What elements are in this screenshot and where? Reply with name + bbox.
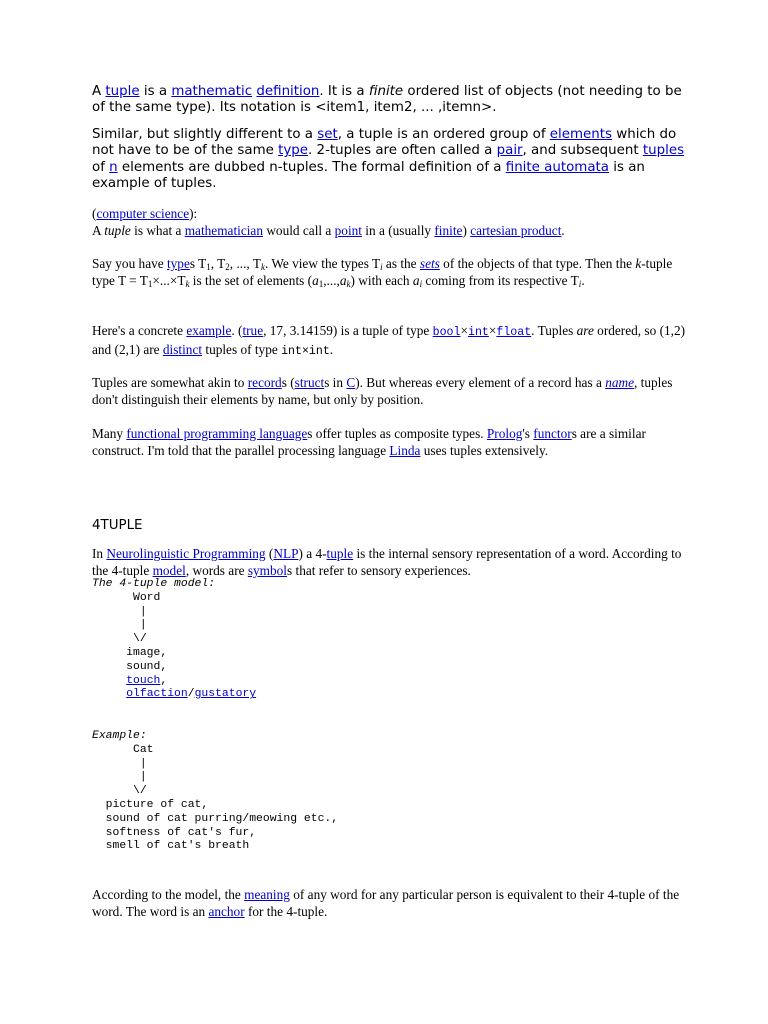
example-diagram: Example: Cat | | \/ picture of cat, sound of cat purring/meowing etc., softness of cat's fur, smell of cat's breath: [92, 730, 339, 853]
nlp-paragraph: In Neurolinguistic Programming (NLP) a 4-tuple is the internal sensory representation of a word. According to the 4-tuple model, words are symbols that refer to sensory experiences.: [92, 546, 682, 578]
link-bool[interactable]: bool: [432, 326, 461, 339]
functional-paragraph: Many functional programming languages offer tuples as composite types. Prolog's functors are a similar construct. I'm told that the parallel processing language Linda uses tuples extensively.: [92, 426, 646, 458]
link-prolog[interactable]: Prolog: [486, 426, 523, 441]
link-finite-automata[interactable]: finite automata: [505, 159, 609, 175]
link-type-2[interactable]: type: [166, 256, 190, 271]
link-definition[interactable]: definition: [256, 84, 320, 99]
link-meaning[interactable]: meaning: [244, 887, 290, 902]
types-paragraph: Say you have types $T_1$, $T_2$, ..., $T_k$. We view the types $T_i$ as the sets of the objects of that type. Then the k-tuple type $T = T_1\times...\times T_k$ is the set of elements $(a_1,...,a_k)$ with each $a_i$ coming from its respective $T_i$.: [92, 256, 673, 289]
link-gustatory[interactable]: gustatory: [194, 688, 257, 701]
link-int[interactable]: int: [467, 326, 489, 339]
link-elements[interactable]: elements: [549, 127, 612, 142]
link-example[interactable]: example: [186, 323, 232, 338]
link-c[interactable]: C: [346, 375, 356, 390]
section-heading: 4TUPLE: [92, 518, 143, 533]
intro-paragraph: A tuple is a mathematic definition. It is a finite ordered list of objects (not needing to be of the same type). Its notation is <item1, item2, ... ,itemn>.: [92, 84, 682, 116]
link-functor[interactable]: functor: [533, 426, 572, 441]
link-point[interactable]: point: [334, 222, 362, 238]
example-paragraph: Here's a concrete example. (true, 17, 3.14159) is a tuple of type bool×int×float. Tuples are ordered, so (1,2) and (2,1) are distinct tuples of type int×int.: [92, 323, 686, 358]
link-float[interactable]: float: [496, 326, 532, 339]
link-mathematic[interactable]: mathematic: [171, 84, 253, 99]
model-label: The 4-tuple model:: [92, 578, 216, 590]
link-finite[interactable]: finite: [434, 222, 463, 238]
link-anchor[interactable]: anchor: [208, 903, 245, 919]
link-model[interactable]: model: [152, 562, 186, 578]
link-distinct[interactable]: distinct: [162, 341, 203, 357]
link-computer-science[interactable]: computer science: [96, 206, 190, 221]
meaning-paragraph: According to the model, the meaning of any word for any particular person is equivalent to their 4-tuple of the word. The word is an anchor for the 4-tuple.: [92, 887, 680, 919]
link-type[interactable]: type: [278, 143, 309, 159]
link-true[interactable]: true: [242, 323, 264, 338]
link-olfaction[interactable]: olfaction: [126, 688, 188, 701]
computer-science-paragraph: (computer science): A tuple is what a mathematician would call a point in a (usually finite) cartesian product.: [92, 206, 565, 238]
link-touch[interactable]: touch: [126, 674, 161, 687]
link-tuples[interactable]: tuples: [642, 143, 685, 159]
link-cartesian-product[interactable]: cartesian product: [470, 222, 562, 238]
example-label: Example:: [92, 730, 147, 742]
link-pair[interactable]: pair: [496, 143, 523, 159]
link-tuple-2[interactable]: tuple: [326, 546, 354, 561]
link-n[interactable]: n: [109, 159, 118, 175]
link-linda[interactable]: Linda: [389, 442, 421, 458]
link-functional-programming[interactable]: functional programming language: [126, 426, 308, 441]
model-diagram: The 4-tuple model: Word | | \/ image, sound, touch, olfaction/gustatory: [92, 578, 257, 701]
link-tuple[interactable]: tuple: [105, 84, 140, 99]
similar-paragraph: Similar, but slightly different to a set, a tuple is an ordered group of elements which do not have to be of the same type. 2-tuples are often called a pair, and subsequent tuples of n elements are dubbed n-tuples. The formal definition of a finite automata is an example of tuples.: [92, 127, 685, 192]
link-mathematician[interactable]: mathematician: [184, 222, 263, 238]
link-set[interactable]: set: [317, 127, 338, 142]
link-neurolinguistic-programming[interactable]: Neurolinguistic Programming: [106, 546, 266, 561]
link-record[interactable]: record: [247, 375, 282, 390]
link-nlp[interactable]: NLP: [273, 546, 299, 561]
records-paragraph: Tuples are somewhat akin to records (structs in C). But whereas every element of a record has a name, tuples don't distinguish their elements by name, but only by position.: [92, 375, 673, 407]
link-sets[interactable]: sets: [419, 256, 440, 271]
link-name[interactable]: name: [605, 375, 634, 390]
link-struct[interactable]: struct: [294, 375, 325, 390]
link-symbol[interactable]: symbol: [247, 562, 288, 578]
